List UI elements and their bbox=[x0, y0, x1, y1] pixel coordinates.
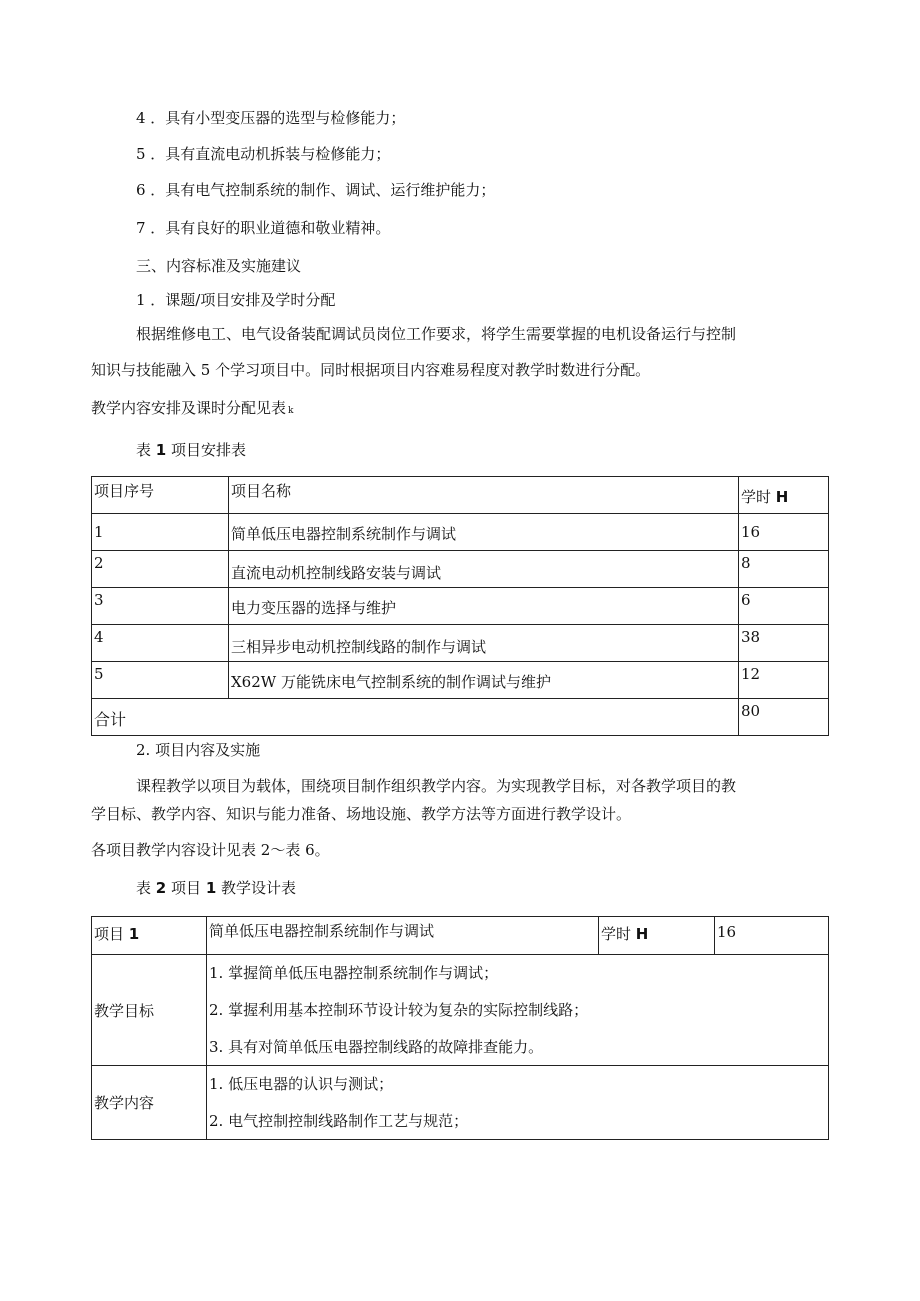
hours-unit: H bbox=[635, 925, 649, 943]
project-num: 1 bbox=[128, 925, 140, 943]
header-hours: 学时 bbox=[741, 488, 772, 506]
goal-item: 2. 掌握利用基本控制环节设计较为复杂的实际控制线路； bbox=[209, 1001, 589, 1019]
subsection-heading-1: 1 ．课题/项目安排及学时分配 bbox=[136, 291, 336, 309]
table-row bbox=[92, 1066, 829, 1140]
table2-caption-num2: 1 bbox=[205, 879, 217, 897]
table-total-row bbox=[92, 699, 829, 736]
table2-caption bbox=[136, 878, 296, 898]
project-label-cell bbox=[92, 917, 207, 955]
goals-label: 教学目标 bbox=[94, 1001, 155, 1020]
hours-value: 16 bbox=[717, 923, 737, 941]
table-row bbox=[92, 955, 829, 1066]
row-no: 5 bbox=[94, 665, 104, 683]
table-cell bbox=[229, 514, 739, 551]
project-label: 项目 bbox=[94, 925, 125, 943]
table-header-row bbox=[92, 917, 829, 955]
table1-caption bbox=[136, 440, 246, 460]
table-cell bbox=[92, 662, 229, 699]
goal-item: 3. 具有对简单低压电器控制线路的故障排查能力。 bbox=[209, 1038, 544, 1056]
table-header-row bbox=[92, 477, 829, 514]
table-cell bbox=[739, 514, 829, 551]
row-name: 直流电动机控制线路安装与调试 bbox=[231, 564, 442, 582]
table-cell bbox=[229, 551, 739, 588]
content-item: 2. 电气控制控制线路制作工艺与规范； bbox=[209, 1112, 469, 1130]
table-cell bbox=[92, 588, 229, 625]
goals-label-cell bbox=[92, 955, 207, 1066]
total-label-cell bbox=[92, 699, 739, 736]
table-cell bbox=[229, 662, 739, 699]
table-cell bbox=[92, 514, 229, 551]
intro-paragraph-line-3 bbox=[91, 398, 293, 421]
stray-mark: k bbox=[288, 406, 294, 416]
row-name: 简单低压电器控制系统制作与调试 bbox=[231, 525, 457, 543]
row-no: 2 bbox=[94, 554, 104, 572]
body-paragraph-line-3: 各项目教学内容设计见表 2～表 6。 bbox=[91, 841, 330, 859]
total-hours-cell bbox=[739, 699, 829, 736]
content-label-cell bbox=[92, 1066, 207, 1140]
hours-label-cell bbox=[599, 917, 715, 955]
row-name: 三相异步电动机控制线路的制作与调试 bbox=[231, 638, 487, 656]
list-item-4: 4 ．具有小型变压器的选型与检修能力； bbox=[136, 109, 406, 127]
table-cell bbox=[739, 625, 829, 662]
body-paragraph-line-2: 学目标、教学内容、知识与能力准备、场地设施、教学方法等方面进行教学设计。 bbox=[91, 805, 632, 823]
table2-caption-mid: 项目 bbox=[171, 879, 202, 897]
row-hours: 38 bbox=[741, 628, 761, 646]
intro-text: 教学内容安排及课时分配见表 bbox=[91, 399, 287, 417]
intro-paragraph-line-1: 根据维修电工、电气设备装配调试员岗位工作要求，将学生需要掌握的电机设备运行与控制 bbox=[136, 325, 737, 343]
table-row bbox=[92, 514, 829, 551]
project-schedule-table bbox=[91, 476, 829, 736]
row-hours: 6 bbox=[741, 591, 751, 609]
table-cell bbox=[92, 625, 229, 662]
row-name: 电力变压器的选择与维护 bbox=[231, 599, 397, 617]
table-cell bbox=[229, 625, 739, 662]
row-hours: 16 bbox=[741, 523, 761, 541]
project-name: 简单低压电器控制系统制作与调试 bbox=[209, 922, 435, 940]
content-label: 教学内容 bbox=[94, 1094, 155, 1112]
header-hours-unit: H bbox=[775, 488, 789, 506]
table2-caption-prefix: 表 bbox=[136, 879, 152, 897]
content-item: 1. 低压电器的认识与测试； bbox=[209, 1075, 394, 1093]
table-row bbox=[92, 551, 829, 588]
table-row bbox=[92, 662, 829, 699]
row-hours: 8 bbox=[741, 554, 751, 572]
list-item-6: 6 ．具有电气控制系统的制作、调试、运行维护能力； bbox=[136, 181, 496, 199]
row-hours: 12 bbox=[741, 665, 761, 683]
list-item-5: 5 ．具有直流电动机拆装与检修能力； bbox=[136, 145, 391, 163]
table1-caption-num: 1 bbox=[155, 441, 167, 459]
total-label: 合计 bbox=[94, 710, 127, 729]
list-item-7: 7 ．具有良好的职业道德和敬业精神。 bbox=[136, 219, 391, 237]
table-cell bbox=[92, 551, 229, 588]
table1-caption-suffix: 项目安排表 bbox=[171, 441, 247, 459]
row-no: 3 bbox=[94, 591, 104, 609]
total-hours: 80 bbox=[741, 702, 761, 720]
header-no: 项目序号 bbox=[94, 482, 155, 500]
row-no: 1 bbox=[94, 523, 104, 541]
table-cell bbox=[229, 588, 739, 625]
header-cell bbox=[739, 477, 829, 514]
table-cell bbox=[739, 588, 829, 625]
header-cell bbox=[229, 477, 739, 514]
body-paragraph-line-1: 课程教学以项目为载体，围绕项目制作组织教学内容。为实现教学目标，对各教学项目的教 bbox=[136, 777, 737, 795]
row-no: 4 bbox=[94, 628, 104, 646]
hours-label: 学时 bbox=[601, 925, 632, 943]
table1-caption-prefix: 表 bbox=[136, 441, 152, 459]
content-cell bbox=[207, 1066, 829, 1140]
table-row bbox=[92, 625, 829, 662]
hours-value-cell bbox=[715, 917, 829, 955]
header-name: 项目名称 bbox=[231, 482, 292, 500]
project-name-cell bbox=[207, 917, 599, 955]
intro-paragraph-line-2: 知识与技能融入 5 个学习项目中。同时根据项目内容难易程度对教学时数进行分配。 bbox=[91, 361, 651, 379]
goals-cell bbox=[207, 955, 829, 1066]
header-cell bbox=[92, 477, 229, 514]
row-name: X62W 万能铣床电气控制系统的制作调试与维护 bbox=[231, 673, 551, 691]
subsection-heading-2: 2. 项目内容及实施 bbox=[136, 741, 261, 759]
table-cell bbox=[739, 662, 829, 699]
table-cell bbox=[739, 551, 829, 588]
table2-caption-num: 2 bbox=[155, 879, 167, 897]
table-row bbox=[92, 588, 829, 625]
project1-design-table bbox=[91, 916, 829, 1140]
table2-caption-suffix: 教学设计表 bbox=[221, 879, 297, 897]
goal-item: 1. 掌握简单低压电器控制系统制作与调试； bbox=[209, 964, 499, 982]
section-heading-3: 三、内容标准及实施建议 bbox=[136, 257, 302, 275]
